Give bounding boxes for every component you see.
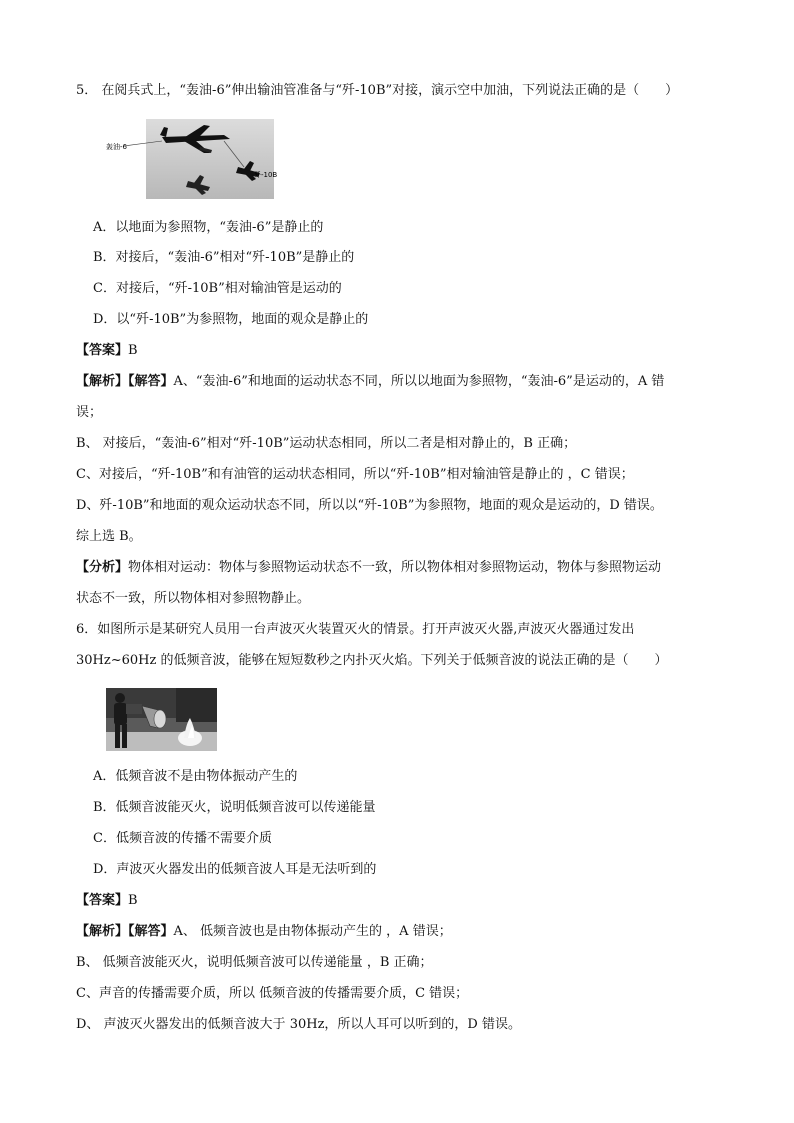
fenxi-tag: 【分析】 <box>76 560 129 575</box>
q5-stem: 5． 在阅兵式上，“轰油-6”伸出输油管准备与“歼-10B”对接，演示空中加油，下列说法正确的是（ ） <box>76 83 679 98</box>
answer-tag: 【答案】 <box>76 893 129 908</box>
q5-summary: 综上选 B。 <box>76 529 142 544</box>
q5-analysis-line2: 误； <box>76 405 103 420</box>
q6-option-d: D．声波灭火器发出的低频音波人耳是无法听到的 <box>93 862 377 877</box>
q5-fenxi-line1 <box>76 559 661 577</box>
label-tanker: 轰油-6 <box>106 143 127 151</box>
q6-stem-line2: 30Hz~60Hz 的低频音波，能够在短短数秒之内扑灭火焰。下列关于低频音波的说法正确的是（ ） <box>76 653 668 668</box>
q6-option-a: A．低频音波不是由物体振动产生的 <box>93 769 298 784</box>
q5-analysis-b: B、 对接后，“轰油-6”相对“歼-10B”运动状态相同，所以二者是相对静止的，B 正确； <box>76 436 577 451</box>
q6-analysis-c: C、声音的传播需要介质，所以 低频音波的传播需要介质，C 错误； <box>76 986 469 1001</box>
q5-option-b: B．对接后，“轰油-6”相对“歼-10B”是静止的 <box>93 250 355 265</box>
q5-analysis-c: C、对接后，“歼-10B”和有油管的运动状态相同，所以“歼-10B”相对输油管是静止的 ，C 错误； <box>76 467 634 482</box>
analysis-tag: 【解析】【解答】 <box>76 374 174 389</box>
answer-value: B <box>128 343 138 358</box>
q6-stem-line1: 6．如图所示是某研究人员用一台声波灭火装置灭火的情景。打开声波灭火器,声波灭火器通过发出 <box>76 622 635 637</box>
answer-value: B <box>128 893 138 908</box>
q5-answer <box>76 342 138 360</box>
q6-option-c: C．低频音波的传播不需要介质 <box>93 831 272 846</box>
q6-answer <box>76 892 138 910</box>
refuel-photo <box>104 117 278 201</box>
q5-option-c: C．对接后，“歼-10B”相对输油管是运动的 <box>93 281 342 296</box>
label-fighter: 歼-10B <box>254 171 278 179</box>
q5-fenxi-line2: 状态不一致，所以物体相对参照物静止。 <box>76 591 311 606</box>
analysis-text: A、“轰油-6”和地面的运动状态不同，所以以地面为参照物，“轰油-6”是运动的，A 错 <box>173 374 665 389</box>
fenxi-text: 物体相对运动：物体与参照物运动状态不一致，所以物体相对参照物运动，物体与参照物运动 <box>128 560 662 575</box>
q6-analysis-d: D、 声波灭火器发出的低频音波大于 30Hz，所以人耳可以听到的，D 错误。 <box>76 1017 521 1032</box>
q6-analysis-a <box>76 923 452 941</box>
q6-figure <box>106 688 217 751</box>
q5-option-d: D．以“歼-10B”为参照物，地面的观众是静止的 <box>93 312 369 327</box>
q6-analysis-b: B、 低频音波能灭火，说明低频音波可以传递能量 ，B 正确； <box>76 955 433 970</box>
q5-analysis-d: D、歼-10B”和地面的观众运动状态不同，所以以“歼-10B”为参照物，地面的观众是运动的，D 错误。 <box>76 498 663 513</box>
q5-option-a: A．以地面为参照物，“轰油-6”是静止的 <box>93 220 324 235</box>
analysis-text: A、 低频音波也是由物体振动产生的 ，A 错误； <box>173 924 452 939</box>
q6-option-b: B．低频音波能灭火，说明低频音波可以传递能量 <box>93 800 376 815</box>
answer-tag: 【答案】 <box>76 343 129 358</box>
analysis-tag: 【解析】【解答】 <box>76 924 174 939</box>
sound-extinguisher-photo <box>106 688 217 751</box>
q5-figure <box>104 117 278 201</box>
q5-analysis-line1 <box>76 373 664 391</box>
